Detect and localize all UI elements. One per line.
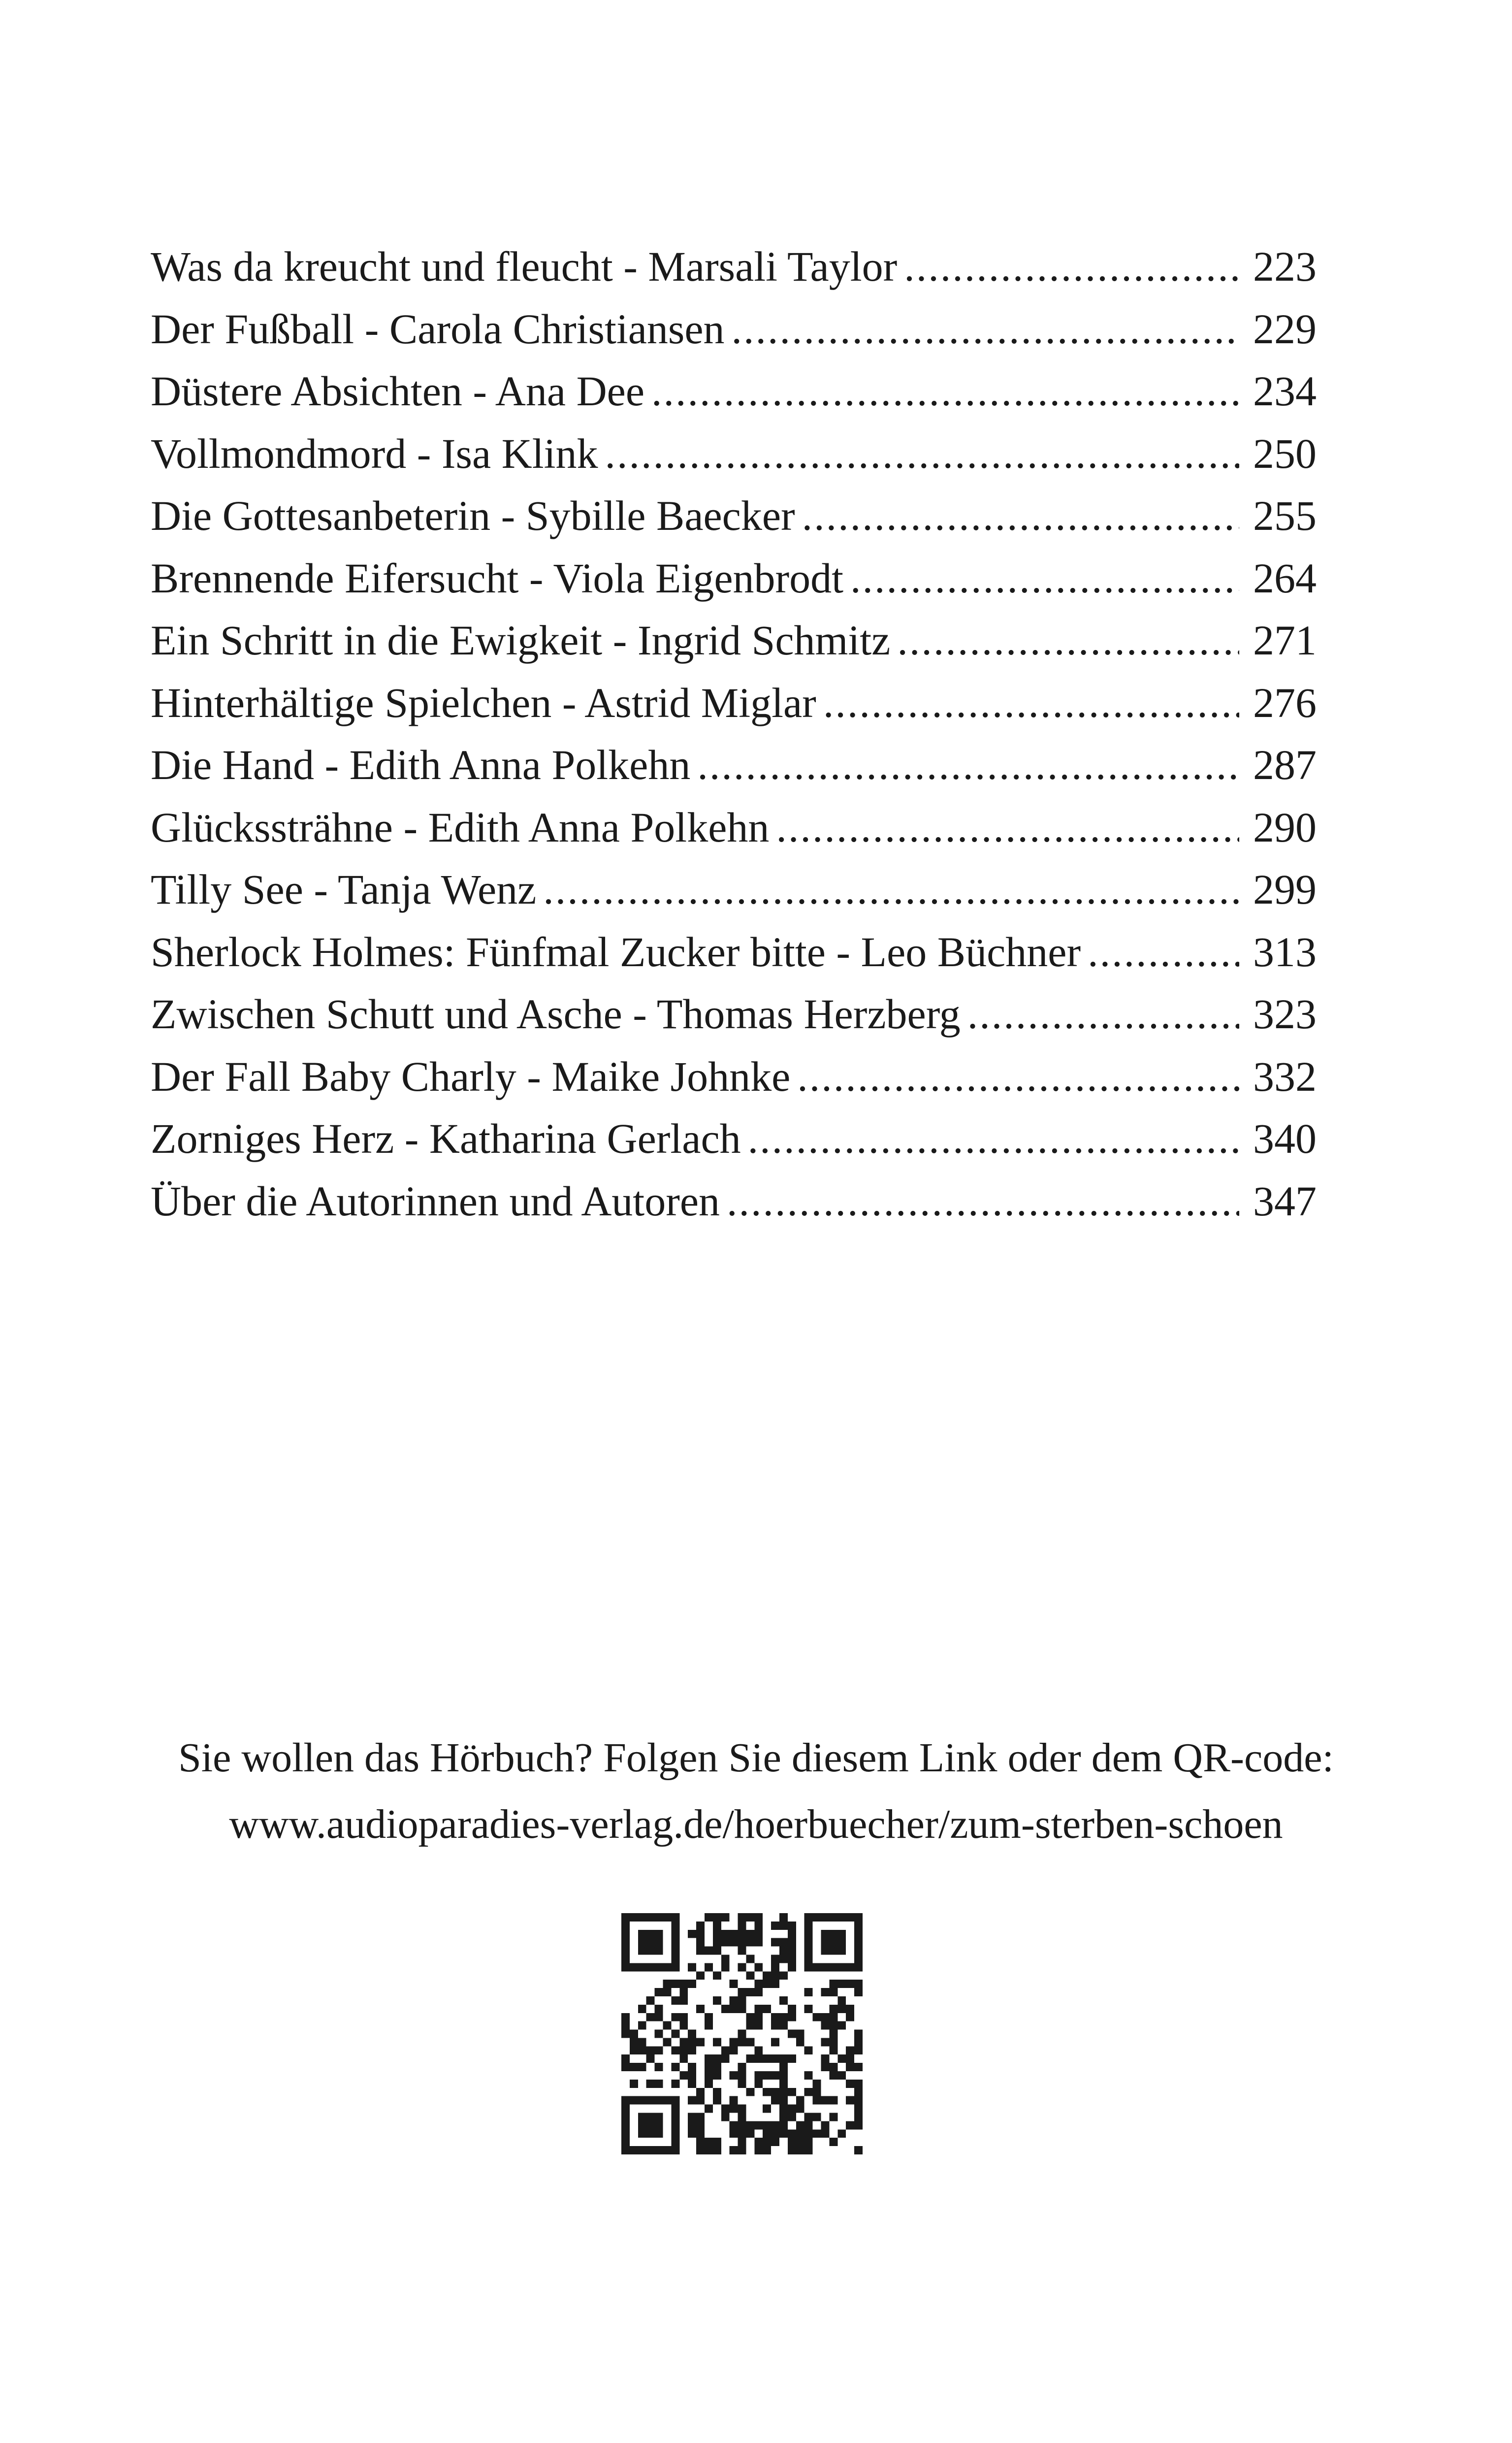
toc-leader-dots (748, 1107, 1239, 1170)
toc-entry-title: Zorniges Herz - Katharina Gerlach (151, 1115, 741, 1162)
toc-entry[interactable] (151, 609, 1317, 672)
qr-code-icon[interactable] (621, 1913, 863, 2154)
toc-entry-title: Vollmondmord - Isa Klink (151, 429, 598, 477)
audiobook-link[interactable]: www.audioparadies-verlag.de/hoerbuecher/zum-sterben-schoen (229, 1801, 1283, 1847)
toc-entry-page: 340 (1253, 1115, 1317, 1162)
toc-leader-dots (543, 858, 1239, 921)
toc-entry-title: Über die Autorinnen und Autoren (151, 1177, 720, 1225)
toc-entry-title: Ein Schritt in die Ewigkeit - Ingrid Schmitz (151, 617, 891, 664)
toc-entry-title: Zwischen Schutt und Asche - Thomas Herzberg (151, 990, 961, 1038)
toc-entry-title: Die Gottesanbeterin - Sybille Baecker (151, 492, 795, 539)
toc-entry-title: Brennende Eifersucht - Viola Eigenbrodt (151, 554, 844, 602)
toc-entry-page: 313 (1253, 928, 1317, 976)
toc-entry-title: Hinterhältige Spielchen - Astrid Miglar (151, 679, 816, 726)
toc-entry-page: 347 (1253, 1177, 1317, 1225)
toc-entry-title: Der Fall Baby Charly - Maike Johnke (151, 1052, 791, 1100)
toc-entry[interactable] (151, 1045, 1317, 1108)
table-of-contents (151, 235, 1317, 1232)
toc-entry-page: 229 (1253, 305, 1317, 353)
toc-entry-page: 290 (1253, 803, 1317, 851)
toc-entry-page: 255 (1253, 492, 1317, 539)
toc-entry-page: 299 (1253, 866, 1317, 913)
toc-entry-page: 223 (1253, 243, 1317, 290)
toc-entry[interactable] (151, 298, 1317, 360)
toc-entry-page: 264 (1253, 554, 1317, 602)
toc-leader-dots (776, 796, 1239, 859)
toc-entry[interactable] (151, 1107, 1317, 1170)
toc-leader-dots (904, 235, 1239, 298)
toc-leader-dots (697, 734, 1239, 796)
toc-entry[interactable] (151, 858, 1317, 921)
toc-entry[interactable] (151, 921, 1317, 983)
toc-entry[interactable] (151, 235, 1317, 298)
toc-entry[interactable] (151, 734, 1317, 796)
toc-entry[interactable] (151, 547, 1317, 610)
toc-entry-title: Was da kreucht und fleucht - Marsali Taylor (151, 243, 898, 290)
toc-entry[interactable] (151, 423, 1317, 485)
toc-entry-title: Der Fußball - Carola Christiansen (151, 305, 725, 353)
toc-entry-page: 250 (1253, 429, 1317, 477)
toc-entry-page: 276 (1253, 679, 1317, 726)
toc-entry-title: Düstere Absichten - Ana Dee (151, 367, 645, 415)
toc-entry[interactable] (151, 360, 1317, 423)
toc-entry-page: 332 (1253, 1052, 1317, 1100)
toc-leader-dots (797, 1045, 1239, 1108)
toc-entry[interactable] (151, 796, 1317, 859)
toc-leader-dots (850, 547, 1239, 610)
toc-entry-title: Tilly See - Tanja Wenz (151, 866, 537, 913)
toc-leader-dots (967, 983, 1239, 1045)
toc-leader-dots (605, 423, 1239, 485)
toc-entry[interactable] (151, 983, 1317, 1045)
toc-entry-page: 323 (1253, 990, 1317, 1038)
toc-entry-page: 234 (1253, 367, 1317, 415)
toc-entry-title: Sherlock Holmes: Fünfmal Zucker bitte - Leo Büchner (151, 928, 1081, 976)
toc-entry-page: 287 (1253, 741, 1317, 788)
toc-leader-dots (823, 672, 1239, 734)
toc-leader-dots (727, 1170, 1239, 1233)
toc-leader-dots (802, 485, 1239, 547)
toc-entry-title: Glückssträhne - Edith Anna Polkehn (151, 803, 770, 851)
toc-entry-title: Die Hand - Edith Anna Polkehn (151, 741, 691, 788)
toc-entry[interactable] (151, 485, 1317, 547)
toc-entry[interactable] (151, 672, 1317, 734)
toc-entry-page: 271 (1253, 617, 1317, 664)
audiobook-notice: Sie wollen das Hörbuch? Folgen Sie diesem Link oder dem QR-code: (178, 1735, 1334, 1781)
toc-entry[interactable] (151, 1170, 1317, 1233)
toc-leader-dots (651, 360, 1239, 423)
toc-leader-dots (897, 609, 1239, 672)
toc-leader-dots (1088, 921, 1239, 983)
toc-leader-dots (732, 298, 1239, 360)
